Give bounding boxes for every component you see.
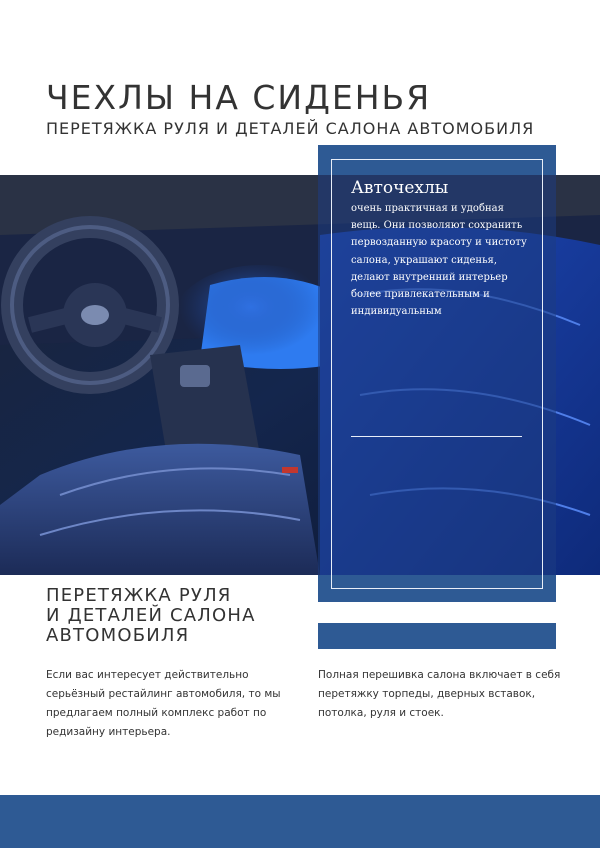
page-title: ЧЕХЛЫ НА СИДЕНЬЯ [46, 78, 432, 117]
section-heading-line: И ДЕТАЛЕЙ САЛОНА [46, 605, 256, 626]
card-heading: Авточехлы [351, 178, 449, 198]
card-divider [351, 436, 522, 437]
right-paragraph: Полная перешивка салона включает в себя перетяжку торпеды, дверных вставок, потолка, руля и стоек. [318, 669, 561, 719]
section-heading [46, 586, 256, 646]
page-subtitle: ПЕРЕТЯЖКА РУЛЯ И ДЕТАЛЕЙ САЛОНА АВТОМОБИЛЯ [46, 119, 535, 138]
footer-bar [0, 795, 600, 848]
section-heading-line: АВТОМОБИЛЯ [46, 625, 190, 646]
accent-bar [318, 623, 556, 649]
card-text: очень практичная и удобная вещь. Они позволяют сохранить первозданную красоту и чистоту салона, украшают сиденья, делают внутренний интерьер более привлекательным и индивидуальным [351, 203, 527, 318]
section-heading-line: ПЕРЕТЯЖКА РУЛЯ [46, 585, 232, 606]
left-paragraph: Если вас интересует действительно серьёзный рестайлинг автомобиля, то мы предлагаем полный комплекс работ по редизайну интерьера. [46, 669, 281, 738]
